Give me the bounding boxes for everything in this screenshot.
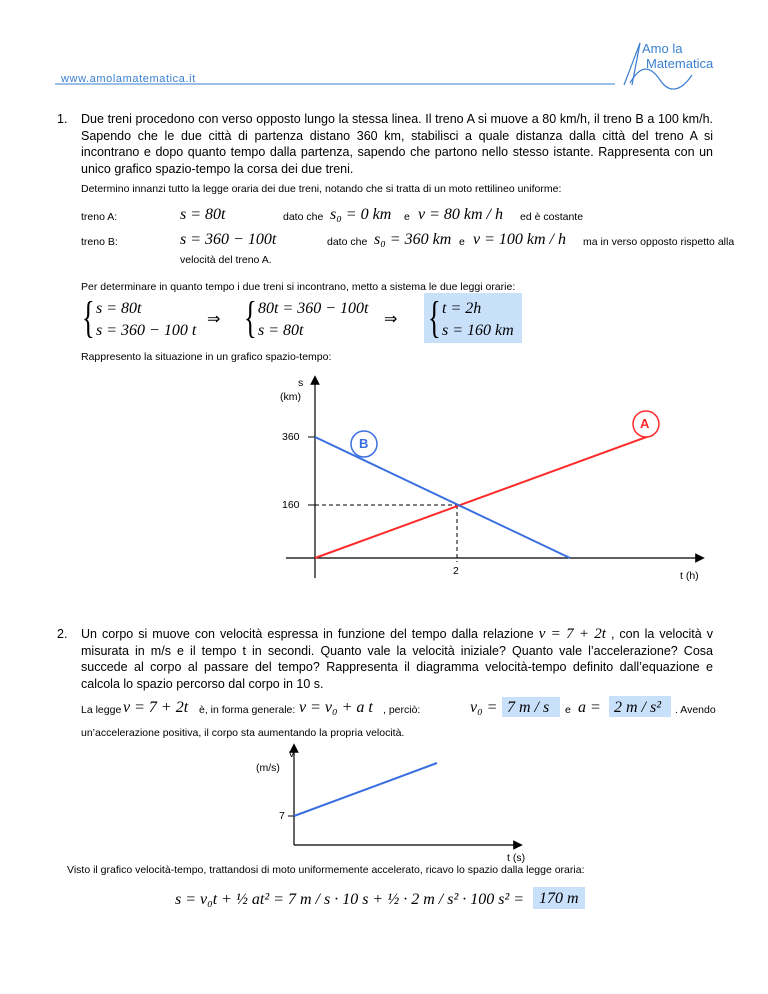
graph2-y-unit: (m/s)	[256, 762, 280, 774]
arrow-1: ⇒	[207, 311, 221, 328]
final-formula: s = v₀t + ½ at² = 7 m / s · 10 s + ½ · 2 m / s² · 100 s² =	[175, 891, 525, 908]
trainA-equation: s = 80t	[180, 206, 226, 223]
trainB-label: treno B:	[81, 236, 118, 248]
trainA-velocity: v = 80 km / h	[418, 206, 503, 223]
graph1-y-unit: (km)	[280, 391, 301, 403]
graph2-x-label: t (s)	[507, 852, 526, 864]
trainB-tail2: velocità del treno A.	[180, 254, 272, 266]
graph1-x-label: t (h)	[680, 570, 699, 582]
final-result: 170 m	[539, 890, 579, 907]
problem1-text: Due treni procedono con verso opposto lungo la stessa linea. Il treno A si muove a 80 km/h, il treno B a 100 km/h. Sapendo che le due città di partenza distano 360 km, stabilisci a quale distanza dalla città del treno A si incontrano e dopo quanto tempo dalla partenza, sapendo che partono nello stesso istante. Rappresenta con un unico grafico spazio-tempo la corsa dei due treni.	[81, 112, 713, 176]
train-B-label: B	[359, 436, 369, 451]
legge-general: v = v₀ + a t	[299, 699, 373, 716]
velocity-line	[294, 763, 437, 816]
legge-pre: La legge	[81, 704, 122, 716]
system-intro: Per determinare in quanto tempo i due treni si incontrano, metto a sistema le due leggi orarie:	[81, 281, 516, 293]
trainB-equation: s = 360 − 100t	[180, 231, 277, 248]
problem2-text-pre: Un corpo si muove con velocità espressa in funzione del tempo dalla relazione	[81, 627, 534, 641]
trainB-s0: s₀ = 360 km	[374, 231, 452, 248]
problem2-text-post: , con la velocità v misurata in m/s e il tempo t in secondi. Quanto vale la velocità iniziale? Quanto vale l’accelerazione? Cosa succede al corpo al passare del tempo? Rappresenta il diagramma velocità-tempo definito dall’equazione e calcola lo spazio percorso dal corpo in 10 s.	[81, 627, 713, 691]
legge-post: , perciò:	[383, 704, 421, 716]
problem2-number: 2.	[57, 627, 68, 641]
problem1-number: 1.	[57, 112, 68, 126]
trainB-dato: dato che	[327, 236, 368, 248]
arrow-2: ⇒	[384, 311, 398, 328]
system1-line1: s = 80t	[96, 300, 142, 317]
logo-line1: Amo la	[642, 41, 683, 56]
v0-value: 7 m / s	[507, 699, 550, 716]
avendo: . Avendo	[675, 704, 716, 716]
system3-line1: t = 2h	[442, 300, 482, 317]
site-url[interactable]: www.amolamatematica.it	[61, 73, 196, 85]
system1-brace: {	[82, 293, 95, 342]
graph2-tick-7-label: 7	[279, 810, 285, 822]
closing-line: Visto il grafico velocità-tempo, trattandosi di moto uniformemente accelerato, ricavo lo spazio dalla legge oraria:	[67, 864, 585, 876]
graph2-y-label: v	[289, 748, 295, 760]
legge-mid: è, in forma generale:	[199, 704, 296, 716]
trainA-label: treno A:	[81, 211, 118, 223]
logo-line2: Matematica	[646, 56, 714, 71]
graph1-tick-2-label: 2	[453, 565, 459, 577]
graph1-tick-360-label: 360	[282, 431, 300, 443]
trainA-s0: s₀ = 0 km	[330, 206, 392, 223]
trainA-e: e	[404, 211, 410, 223]
trainA-tail: ed è costante	[520, 211, 584, 223]
v0-e: e	[565, 704, 571, 716]
accel-line: un’accelerazione positiva, il corpo sta aumentando la propria velocità.	[81, 727, 405, 739]
system1-line2: s = 360 − 100 t	[96, 322, 197, 339]
a-value: 2 m / s²	[614, 699, 662, 716]
problem1-intro: Determino innanzi tutto la legge oraria dei due treni, notando che si tratta di un moto rettilineo uniforme:	[81, 183, 562, 195]
trainB-velocity: v = 100 km / h	[473, 231, 566, 248]
problem2-text-eq: v = 7 + 2t	[538, 626, 606, 642]
system2-brace: {	[244, 293, 257, 342]
train-A-label: A	[640, 416, 650, 431]
graph1-y-label: s	[298, 377, 304, 389]
system3-brace: {	[428, 293, 441, 342]
legge-eq: v = 7 + 2t	[123, 699, 189, 716]
graph1-tick-160-label: 160	[282, 499, 300, 511]
trainA-dato: dato che	[283, 211, 324, 223]
system2-line2: s = 80t	[258, 322, 304, 339]
a-lhs: a =	[578, 699, 601, 716]
v0-lhs: v₀ =	[470, 699, 498, 716]
trainB-tail: ma in verso opposto rispetto alla	[583, 236, 735, 248]
system2-line1: 80t = 360 − 100t	[258, 300, 369, 317]
graph1-intro: Rappresento la situazione in un grafico spazio-tempo:	[81, 351, 332, 363]
trainB-e: e	[459, 236, 465, 248]
system3-line2: s = 160 km	[442, 322, 514, 339]
